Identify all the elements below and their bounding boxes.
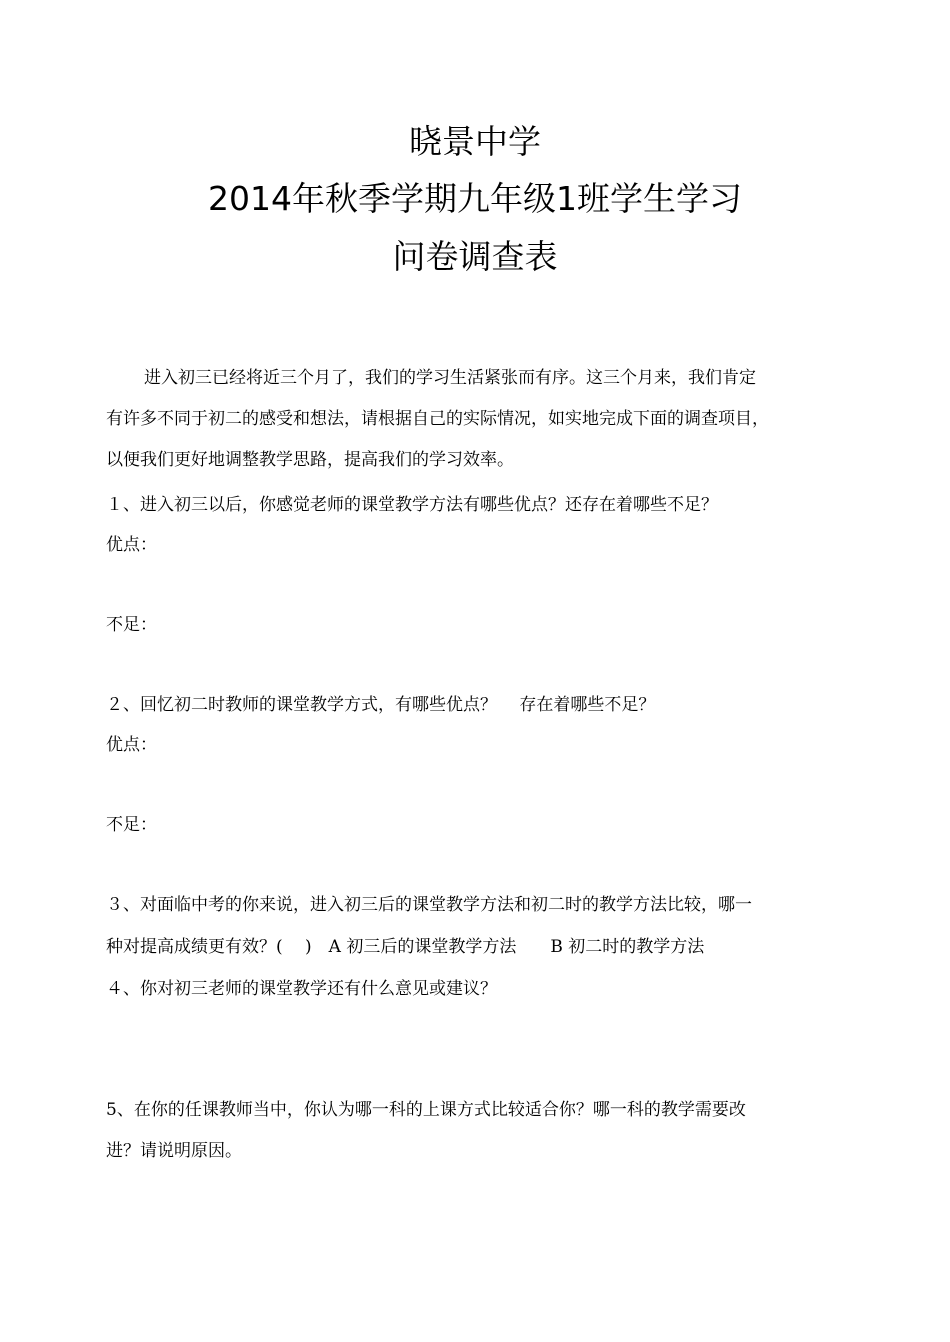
- question-3-line2: 种对提高成绩更有效？( ) A 初三后的课堂教学方法 B 初二时的教学方法: [106, 937, 705, 957]
- question-2: ２、回忆初二时教师的课堂教学方式，有哪些优点？ 存在着哪些不足？: [106, 695, 656, 715]
- question-3-line1: ３、对面临中考的你来说，进入初三后的课堂教学方法和初二时的教学方法比较，哪一: [106, 895, 752, 915]
- question-5-line1: 5、在你的任课教师当中，你认为哪一科的上课方式比较适合你？哪一科的教学需要改: [106, 1100, 746, 1120]
- q2-cons-label: 不足：: [106, 815, 157, 835]
- question-5-line2: 进？请说明原因。: [106, 1141, 242, 1161]
- intro-line: 以便我们更好地调整教学思路，提高我们的学习效率。: [106, 450, 514, 470]
- intro-line: 有许多不同于初二的感受和想法，请根据自己的实际情况，如实地完成下面的调查项目，: [106, 409, 769, 429]
- question-4: ４、你对初三老师的课堂教学还有什么意见或建议？: [106, 979, 497, 999]
- school-name: 晓景中学: [409, 122, 541, 161]
- intro-line: 进入初三已经将近三个月了，我们的学习生活紧张而有序。这三个月来，我们肯定: [144, 368, 756, 388]
- survey-title: 2014年秋季学期九年级1班学生学习: [208, 179, 742, 218]
- question-1: １、进入初三以后，你感觉老师的课堂教学方法有哪些优点？还存在着哪些不足？: [106, 495, 718, 515]
- survey-subtitle: 问卷调查表: [392, 237, 558, 276]
- q2-pros-label: 优点：: [106, 735, 157, 755]
- intro-paragraph: [106, 366, 852, 489]
- q1-cons-label: 不足：: [106, 615, 157, 635]
- q1-pros-label: 优点：: [106, 535, 157, 555]
